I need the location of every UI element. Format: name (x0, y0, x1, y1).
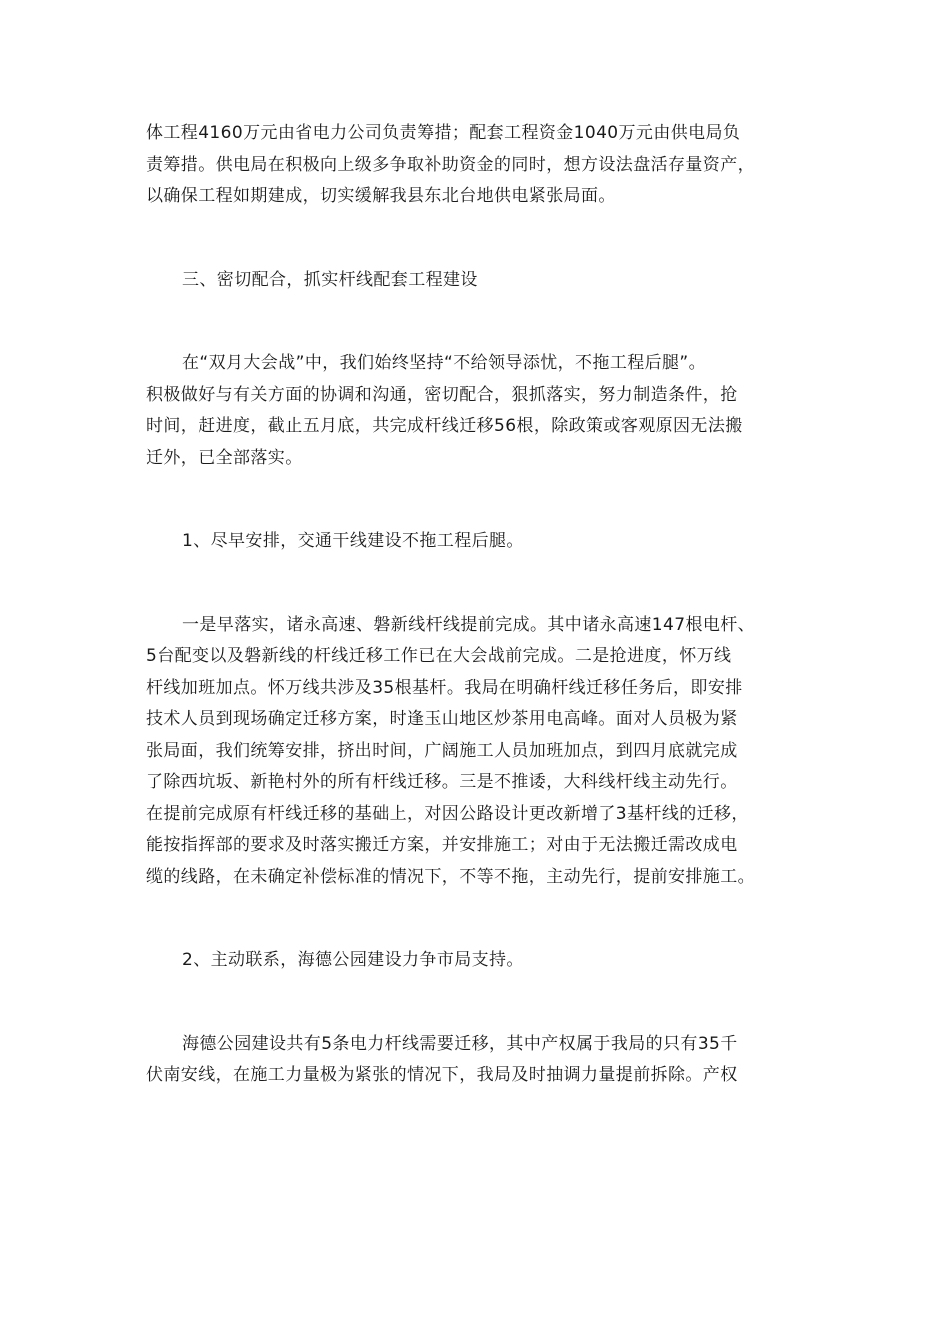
section-heading-3 (146, 265, 810, 297)
subsection-heading-1 (146, 526, 810, 558)
document-page (146, 118, 810, 1092)
text-line: 了除西坑坂、新艳村外的所有杆线迁移。三是不推诿，大科线杆线主动先行。 (146, 772, 738, 792)
paragraph-hyde-park (146, 1029, 810, 1092)
text-line: 时间，赶进度，截止五月底，共完成杆线迁移56根，除政策或客观原因无法搬 (146, 416, 743, 436)
paragraph-gap (146, 893, 810, 945)
text-line: 在提前完成原有杆线迁移的基础上，对因公路设计更改新增了3基杆线的迁移， (146, 803, 749, 824)
text-line: 在“双月大会战”中，我们始终坚持“不给领导添忧，不拖工程后腿”。 (182, 353, 707, 373)
text-line: 积极做好与有关方面的协调和沟通，密切配合，狠抓落实，努力制造条件，抢 (146, 384, 738, 405)
text-line: 以确保工程如期建成，切实缓解我县东北台地供电紧张局面。 (146, 186, 616, 206)
text-line: 体工程4160万元由省电力公司负责筹措；配套工程资金1040万元由供电局负 (146, 123, 741, 143)
paragraph-traffic-lines (146, 610, 810, 894)
text-line: 海德公园建设共有5条电力杆线需要迁移，其中产权属于我局的只有35千 (182, 1033, 738, 1054)
paragraph-gap (146, 977, 810, 1029)
text-line: 能按指挥部的要求及时落实搬迁方案，并安排施工；对由于无法搬迁需改成电 (146, 835, 738, 855)
paragraph-gap (146, 558, 810, 610)
paragraph-gap (146, 474, 810, 526)
heading-text: 三、密切配合，抓实杆线配套工程建设 (182, 269, 478, 290)
text-line: 缆的线路，在未确定补偿标准的情况下，不等不拖，主动先行，提前安排施工。 (146, 866, 755, 887)
text-line: 张局面，我们统筹安排，挤出时间，广阔施工人员加班加点，到四月底就完成 (146, 740, 738, 761)
text-line: 伏南安线，在施工力量极为紧张的情况下，我局及时抽调力量提前拆除。产权 (146, 1065, 738, 1085)
heading-text: 2、主动联系，海德公园建设力争市局支持。 (182, 950, 524, 970)
text-line: 杆线加班加点。怀万线共涉及35根基杆。我局在明确杆线迁移任务后，即安排 (146, 677, 743, 698)
heading-text: 1、尽早安排，交通干线建设不拖工程后腿。 (182, 531, 524, 551)
paragraph-gap (146, 296, 810, 348)
paragraph-funding (146, 118, 810, 213)
text-line: 责筹措。供电局在积极向上级多争取补助资金的同时，想方设法盘活存量资产， (146, 154, 755, 175)
subsection-heading-2 (146, 945, 810, 977)
text-line: 5台配变以及磐新线的杆线迁移工作已在大会战前完成。二是抢进度，怀万线 (146, 646, 732, 666)
text-line: 一是早落实，诸永高速、磐新线杆线提前完成。其中诸永高速147根电杆、 (182, 614, 756, 635)
paragraph-campaign (146, 348, 810, 474)
text-line: 迁外，已全部落实。 (146, 447, 303, 468)
paragraph-gap (146, 213, 810, 265)
text-line: 技术人员到现场确定迁移方案，时逢玉山地区炒茶用电高峰。面对人员极为紧 (146, 709, 738, 729)
